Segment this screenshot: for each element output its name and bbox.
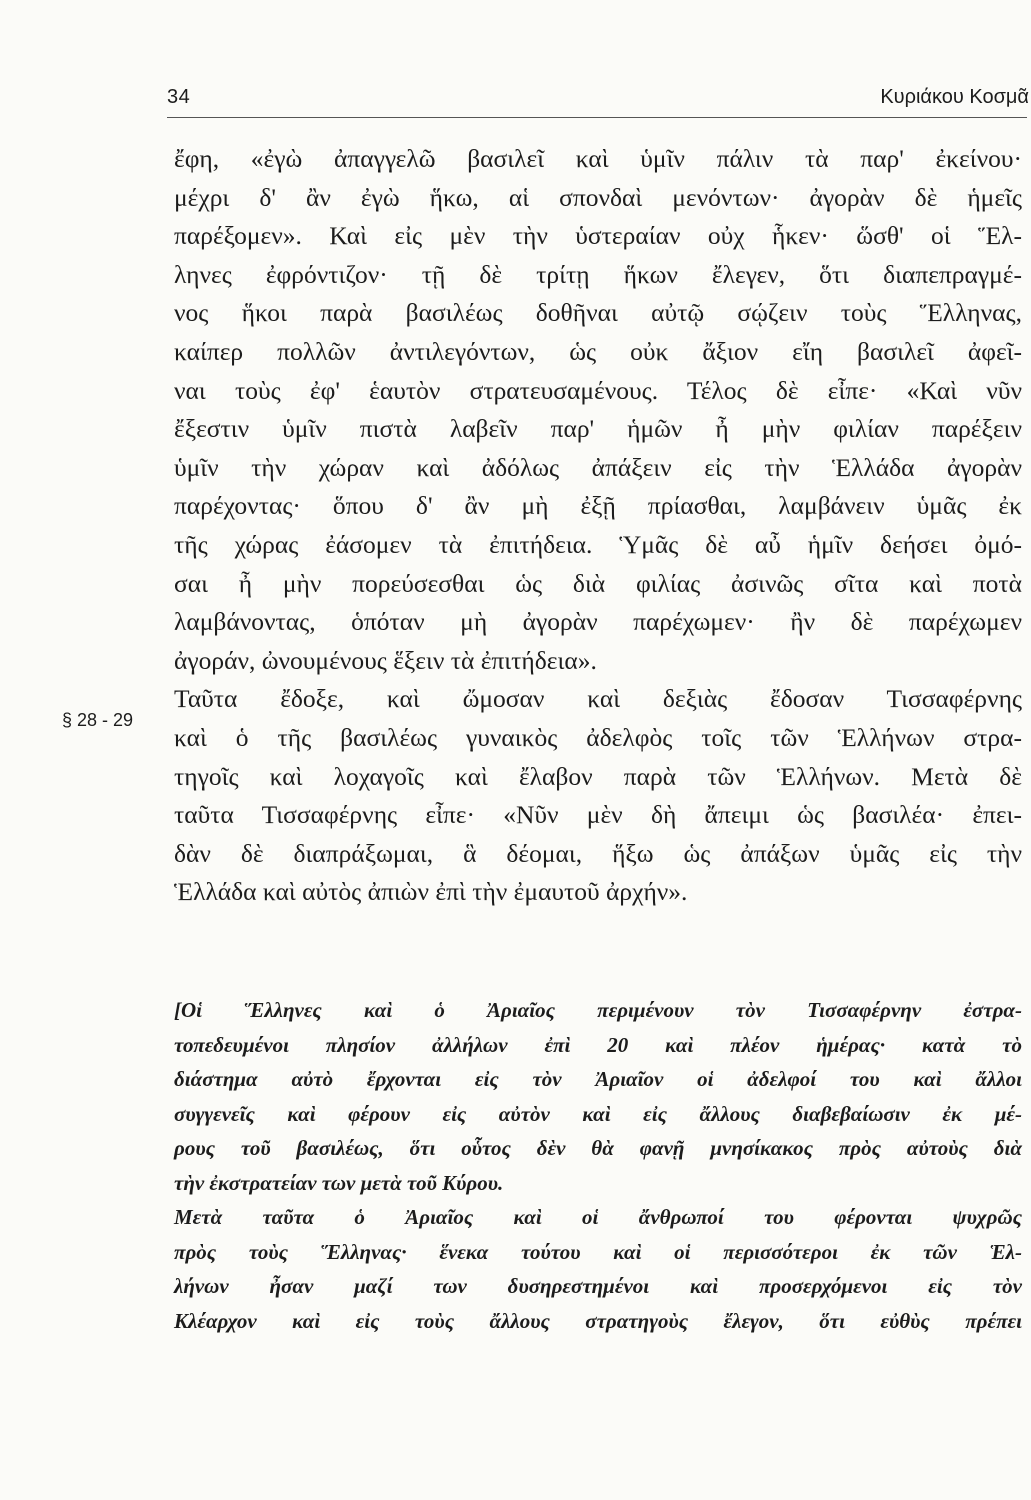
text-line: τηγοῖς καὶ λοχαγοῖς καὶ ἔλαβον παρὰ τῶν Ἑλλήνων. Μετὰ δὲ	[174, 761, 1022, 791]
commentary-line: τὴν ἐκστρατείαν των μετὰ τοῦ Κύρου.	[174, 1170, 504, 1195]
text-line: καίπερ πολλῶν ἀντιλεγόντων, ὡς οὐκ ἄξιον εἴη βασιλεῖ ἀφεῖ-	[174, 336, 1022, 366]
commentary-line: Μετὰ ταῦτα ὁ Ἀριαῖος καὶ οἱ ἄνθρωποί του φέρονται ψυχρῶς	[174, 1205, 1022, 1229]
text-line: Ταῦτα ἔδοξε, καὶ ὤμοσαν καὶ δεξιὰς ἔδοσαν Τισσαφέρνης	[174, 684, 1022, 714]
text-line: παρέξομεν». Καὶ εἰς μὲν τὴν ὑστεραίαν οὐχ ἧκεν· ὥσθ' οἱ Ἕλ-	[174, 221, 1022, 251]
text-line: Ἑλλάδα καὶ αὐτὸς ἀπιὼν ἐπὶ τὴν ἐμαυτοῦ ἀρχήν».	[174, 877, 688, 907]
text-line: ταῦτα Τισσαφέρνης εἶπε· «Νῦν μὲν δὴ ἄπειμι ὡς βασιλέα· ἐπει-	[174, 800, 1022, 830]
header-rule	[167, 117, 1027, 118]
commentary-line: διάστημα αὐτὸ ἔρχονται εἰς τὸν Ἀριαῖον οἱ ἀδελφοί του καὶ ἄλλοι	[174, 1067, 1022, 1091]
main-text	[174, 140, 1022, 912]
commentary-line: συγγενεῖς καὶ φέρουν εἰς αὐτὸν καὶ εἰς ἄλλους διαβεβαίωσιν ἐκ μέ-	[174, 1101, 1022, 1126]
text-line: τῆς χώρας ἐάσομεν τὰ ἐπιτήδεια. Ὑμᾶς δὲ αὖ ἡμῖν δεήσει ὀμό-	[174, 529, 1022, 559]
running-head: Κυριάκου Κοσμᾶ	[880, 86, 1029, 108]
commentary-line: Κλέαρχον καὶ εἰς τοὺς ἄλλους στρατηγοὺς ἔλεγον, ὅτι εὐθὺς πρέπει	[174, 1308, 1022, 1333]
text-line: ἔξεστιν ὑμῖν πιστὰ λαβεῖν παρ' ἡμῶν ἦ μὴν φιλίαν παρέξειν	[174, 414, 1022, 444]
text-line: ὑμῖν τὴν χώραν καὶ ἀδόλως ἀπάξειν εἰς τὴν Ἑλλάδα ἀγορὰν	[174, 452, 1022, 482]
text-line: δὰν δὲ διαπράξωμαι, ἃ δέομαι, ἥξω ὡς ἀπάξων ὑμᾶς εἰς τὴν	[174, 838, 1022, 868]
text-line: ληνες ἐφρόντιζον· τῇ δὲ τρίτῃ ἥκων ἔλεγεν, ὅτι διαπεπραγμέ-	[174, 259, 1022, 289]
text-line: ἀγοράν, ὠνουμένους ἕξειν τὰ ἐπιτήδεια».	[174, 645, 597, 675]
text-line: νος ἥκοι παρὰ βασιλέως δοθῆναι αὐτῷ σῴζειν τοὺς Ἕλληνας,	[174, 298, 1022, 328]
commentary-line: τοπεδευμένοι πλησίον ἀλλήλων ἐπὶ 20 καὶ πλέον ἡμέρας· κατὰ τὸ	[174, 1032, 1022, 1057]
page-number: 34	[167, 86, 191, 108]
commentary-line: πρὸς τοὺς Ἕλληνας· ἕνεκα τούτου καὶ οἱ περισσότεροι ἐκ τῶν Ἑλ-	[174, 1239, 1022, 1264]
text-line: ναι τοὺς ἐφ' ἑαυτὸν στρατευσαμένους. Τέλος δὲ εἶπε· «Καὶ νῦν	[174, 375, 1022, 405]
text-line: ἔφη, «ἐγὼ ἀπαγγελῶ βασιλεῖ καὶ ὑμῖν πάλιν τὰ παρ' ἐκείνου·	[174, 144, 1022, 173]
text-line: καὶ ὁ τῆς βασιλέως γυναικὸς ἀδελφὸς τοῖς τῶν Ἑλλήνων στρα-	[174, 722, 1022, 752]
margin-section-reference: § 28 - 29	[62, 710, 134, 730]
commentary-block	[174, 993, 1022, 1338]
text-line: μέχρι δ' ἂν ἐγὼ ἥκω, αἱ σπονδαὶ μενόντων· ἀγορὰν δὲ ἡμεῖς	[174, 182, 1022, 212]
text-line: παρέχοντας· ὅπου δ' ἂν μὴ ἐξῇ πρίασθαι, λαμβάνειν ὑμᾶς ἐκ	[174, 491, 1022, 521]
commentary-line: ρους τοῦ βασιλέως, ὅτι οὗτος δὲν θὰ φανῇ μνησίκακος πρὸς αὐτοὺς διὰ	[174, 1136, 1022, 1160]
page-header	[167, 84, 1029, 124]
text-line: λαμβάνοντας, ὁπόταν μὴ ἀγορὰν παρέχωμεν· ἢν δὲ παρέχωμεν	[174, 607, 1022, 637]
commentary-line: [Οἱ Ἕλληνες καὶ ὁ Ἀριαῖος περιμένουν τὸν Τισσαφέρνην ἐστρα-	[174, 998, 1022, 1022]
text-line: σαι ἦ μὴν πορεύσεσθαι ὡς διὰ φιλίας ἀσινῶς σῖτα καὶ ποτὰ	[174, 568, 1022, 598]
commentary-line: λήνων ἦσαν μαζί των δυσηρεστημένοι καὶ προσερχόμενοι εἰς τὸν	[174, 1274, 1022, 1298]
